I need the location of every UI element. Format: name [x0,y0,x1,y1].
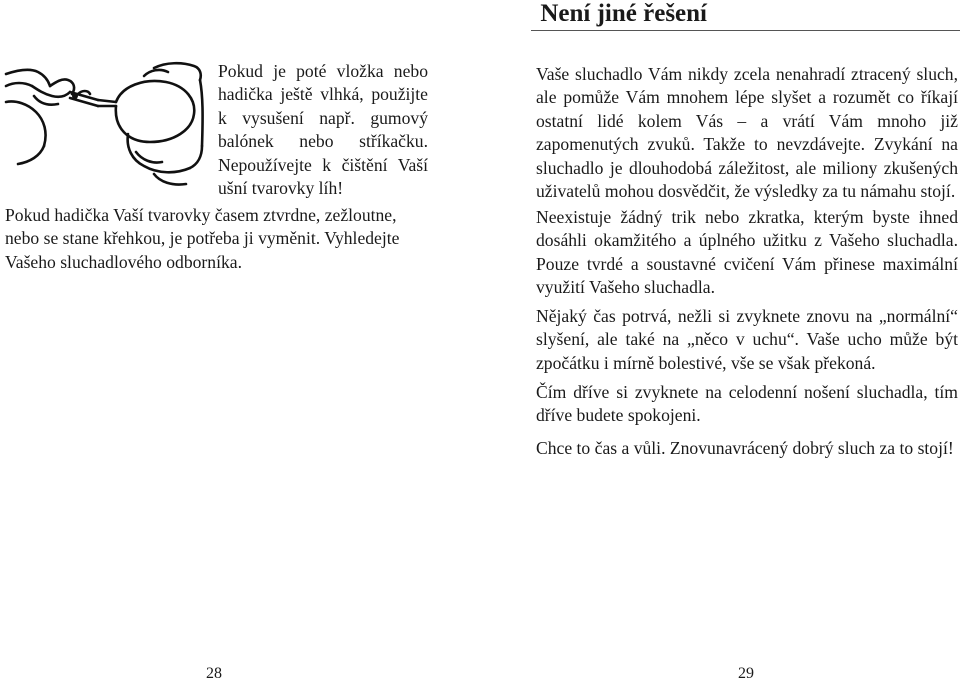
paragraph-cleaning: Pokud je poté vložka nebo hadička ještě vlhká, použijte k vysušení např. gumový balónek nebo stříkačku. Nepoužívejte k čištění Vaší ušní tvarovky líh! [218,61,428,199]
paragraph-right-3: Nějaký čas potrvá, nežli si zvyknete znovu na „normální“ slyšení, ale také na „něco v uchu“. Vaše ucho může být zpočátku i mírně bolestivé, vše se však překoná. [536,306,958,373]
paragraph-right-5: Chce to čas a vůli. Znovunavrácený dobrý sluch za to stojí! [536,438,954,458]
tube-tip [72,93,78,99]
page-number-right: 29 [738,665,754,682]
paragraph-right-1: Vaše sluchadlo Vám nikdy zcela nenahradí ztracený sluch, ale pomůže Vám mnohem lépe slyšet a rozumět co říkají ostatní lidé kolem Vás – a vrátí Vám mnoho již zapomenutých zvuků. Takže to nevzdávejte. Zvykání na sluchadlo je dlouhodobá záležitost, ale miliony zkušených uživatelů mohou dosvědčit, že výsledky za tu námahu stojí. [536,64,958,202]
paragraph-tube-replacement: Pokud hadička Vaší tvarovky časem ztvrdne, zežloutne, nebo se stane křehkou, je potřeba ji vyměnit. Vyhledejte Vašeho sluchadlového odborníka. [5,205,400,272]
header-rule [531,30,960,31]
section-title: Není jiné řešení [540,0,707,27]
page-number-left: 28 [206,665,222,682]
paragraph-right-2: Neexistuje žádný trik nebo zkratka, kterým byste ihned dosáhli okamžitého a úplného užitku z Vašeho sluchadla. Pouze tvrdé a soustavné cvičení Vám přinese maximální využití Vašeho sluchadla. [536,207,958,298]
hands-cleaning-tube-illustration [4,56,204,192]
paragraph-right-4: Čím dříve si zvyknete na celodenní nošení sluchadla, tím dříve budete spokojeni. [536,382,958,426]
